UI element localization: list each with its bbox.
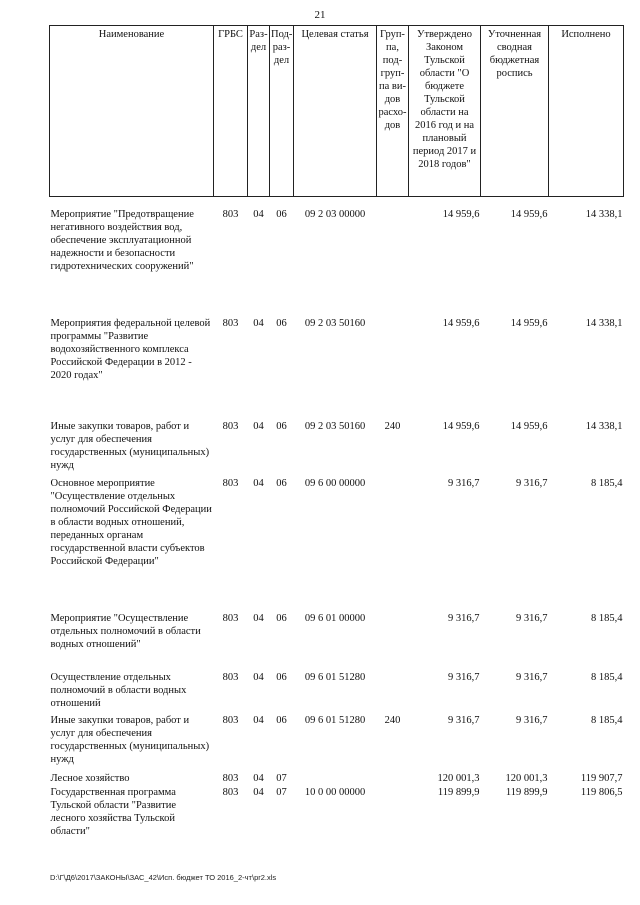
row-name: Мероприятие "Предотвращение негативного воздействия вод, обеспечение эксплуатационной надежности и безопасности гидротехнических сооружений" xyxy=(50,209,194,272)
col-header-podrazdel: Под-раз-дел xyxy=(270,26,294,197)
row-approved: 120 001,3 xyxy=(437,772,480,784)
row-target: 09 6 01 00000 xyxy=(304,612,366,624)
row-group xyxy=(377,197,409,317)
table-header xyxy=(50,26,624,197)
budget-table xyxy=(49,25,624,844)
row-podrazdel: 06 xyxy=(276,420,287,432)
row-grbs: 803 xyxy=(222,209,239,220)
col-header-executed: Исполнено xyxy=(549,26,624,197)
table-row xyxy=(50,477,624,612)
row-razdel: 04 xyxy=(253,612,264,624)
row-podrazdel: 07 xyxy=(276,786,287,798)
row-podrazdel: 06 xyxy=(276,209,287,220)
row-name: Мероприятие "Осуществление отдельных полномочий в области водных отношений" xyxy=(50,612,201,650)
row-approved: 119 899,9 xyxy=(437,786,480,798)
row-executed: 8 185,4 xyxy=(591,477,623,489)
row-target: 09 2 03 50160 xyxy=(304,420,366,432)
row-refined: 9 316,7 xyxy=(516,612,548,624)
row-refined: 9 316,7 xyxy=(516,714,548,726)
row-approved: 14 959,6 xyxy=(442,209,480,220)
row-grbs: 803 xyxy=(222,317,239,329)
row-razdel: 04 xyxy=(253,209,264,220)
row-target: 09 2 03 50160 xyxy=(304,317,366,329)
row-refined: 14 959,6 xyxy=(510,317,548,329)
row-executed: 8 185,4 xyxy=(591,671,623,683)
row-razdel: 04 xyxy=(253,477,264,489)
row-name: Мероприятия федеральной целевой программы "Развитие водохозяйственного комплекса Российской Федерации в 2012 - 2020 годах" xyxy=(50,317,211,381)
table-row xyxy=(50,772,624,786)
row-refined: 9 316,7 xyxy=(516,671,548,683)
row-razdel: 04 xyxy=(253,420,264,432)
row-approved: 9 316,7 xyxy=(448,612,480,624)
table-row xyxy=(50,197,624,317)
row-group xyxy=(377,772,409,786)
row-name: Лесное хозяйство xyxy=(50,772,130,784)
row-approved: 14 959,6 xyxy=(442,420,480,432)
row-target: 09 6 01 51280 xyxy=(304,714,366,726)
row-executed: 14 338,1 xyxy=(585,317,623,329)
row-group xyxy=(377,786,409,844)
row-refined: 119 899,9 xyxy=(505,786,548,798)
row-grbs: 803 xyxy=(222,420,239,432)
row-name: Основное мероприятие "Осуществление отдельных полномочий Российской Федерации в области водных отношений, переданных органам государственной власти субъектов Российской Федерации" xyxy=(50,477,212,567)
row-name: Иные закупки товаров, работ и услуг для обеспечения государственных (муниципальных) нужд xyxy=(50,420,210,471)
row-group: 240 xyxy=(384,420,401,432)
col-header-target: Целевая статья xyxy=(294,26,377,197)
col-header-name: Наименование xyxy=(50,26,214,197)
row-name: Осуществление отдельных полномочий в области водных отношений xyxy=(50,671,187,709)
row-name: Государственная программа Тульской области "Развитие лесного хозяйства Тульской области" xyxy=(50,786,177,837)
row-podrazdel: 06 xyxy=(276,612,287,624)
row-group xyxy=(377,612,409,671)
row-podrazdel: 07 xyxy=(276,772,287,784)
page-number: 21 xyxy=(314,9,326,21)
row-group xyxy=(377,477,409,612)
col-header-approved: Утверждено Законом Тульской области "О бюджете Тульской области на 2016 год и на плановый период 2017 и 2018 годов" xyxy=(409,26,481,197)
row-grbs: 803 xyxy=(222,714,239,726)
col-header-refined: Уточненная сводная бюджетная роспись xyxy=(481,26,549,197)
row-approved: 9 316,7 xyxy=(448,477,480,489)
row-razdel: 04 xyxy=(253,714,264,726)
col-header-razdel: Раз-дел xyxy=(248,26,270,197)
row-razdel: 04 xyxy=(253,317,264,329)
row-razdel: 04 xyxy=(253,786,264,798)
table-row xyxy=(50,671,624,714)
row-executed: 8 185,4 xyxy=(591,612,623,624)
row-grbs: 803 xyxy=(222,772,239,784)
row-refined: 120 001,3 xyxy=(505,772,548,784)
row-executed: 119 806,5 xyxy=(580,786,623,798)
row-approved: 9 316,7 xyxy=(448,714,480,726)
col-header-group: Груп-па, под-груп-па ви-дов расхо-дов xyxy=(377,26,409,197)
table-row xyxy=(50,612,624,671)
row-podrazdel: 06 xyxy=(276,714,287,726)
row-refined: 14 959,6 xyxy=(510,420,548,432)
row-razdel: 04 xyxy=(253,772,264,784)
row-group xyxy=(377,671,409,714)
row-executed: 119 907,7 xyxy=(580,772,623,784)
row-target: 09 2 03 00000 xyxy=(304,209,366,220)
row-approved: 14 959,6 xyxy=(442,317,480,329)
row-group: 240 xyxy=(384,714,401,726)
row-target xyxy=(294,772,377,786)
row-approved: 9 316,7 xyxy=(448,671,480,683)
row-grbs: 803 xyxy=(222,612,239,624)
table-row xyxy=(50,786,624,844)
table-row xyxy=(50,420,624,477)
row-target: 09 6 01 51280 xyxy=(304,671,366,683)
col-header-grbs: ГРБС xyxy=(214,26,248,197)
row-podrazdel: 06 xyxy=(276,671,287,683)
row-podrazdel: 06 xyxy=(276,477,287,489)
row-grbs: 803 xyxy=(222,477,239,489)
row-executed: 14 338,1 xyxy=(585,209,623,220)
row-target: 10 0 00 00000 xyxy=(304,786,366,798)
row-razdel: 04 xyxy=(253,671,264,683)
table-row xyxy=(50,317,624,420)
row-executed: 14 338,1 xyxy=(585,420,623,432)
row-grbs: 803 xyxy=(222,671,239,683)
row-target: 09 6 00 00000 xyxy=(304,477,366,489)
table-row xyxy=(50,714,624,772)
row-name: Иные закупки товаров, работ и услуг для обеспечения государственных (муниципальных) нужд xyxy=(50,714,210,765)
row-executed: 8 185,4 xyxy=(591,714,623,726)
file-path-footer: D:\Г\Д6\2017\ЗАКОНЫ\ЗАС_42\Исп. бюджет ТО 2016_2-чт\pr2.xls xyxy=(50,873,277,882)
row-refined: 14 959,6 xyxy=(510,209,548,220)
row-podrazdel: 06 xyxy=(276,317,287,329)
row-refined: 9 316,7 xyxy=(516,477,548,489)
row-grbs: 803 xyxy=(222,786,239,798)
row-group xyxy=(377,317,409,420)
